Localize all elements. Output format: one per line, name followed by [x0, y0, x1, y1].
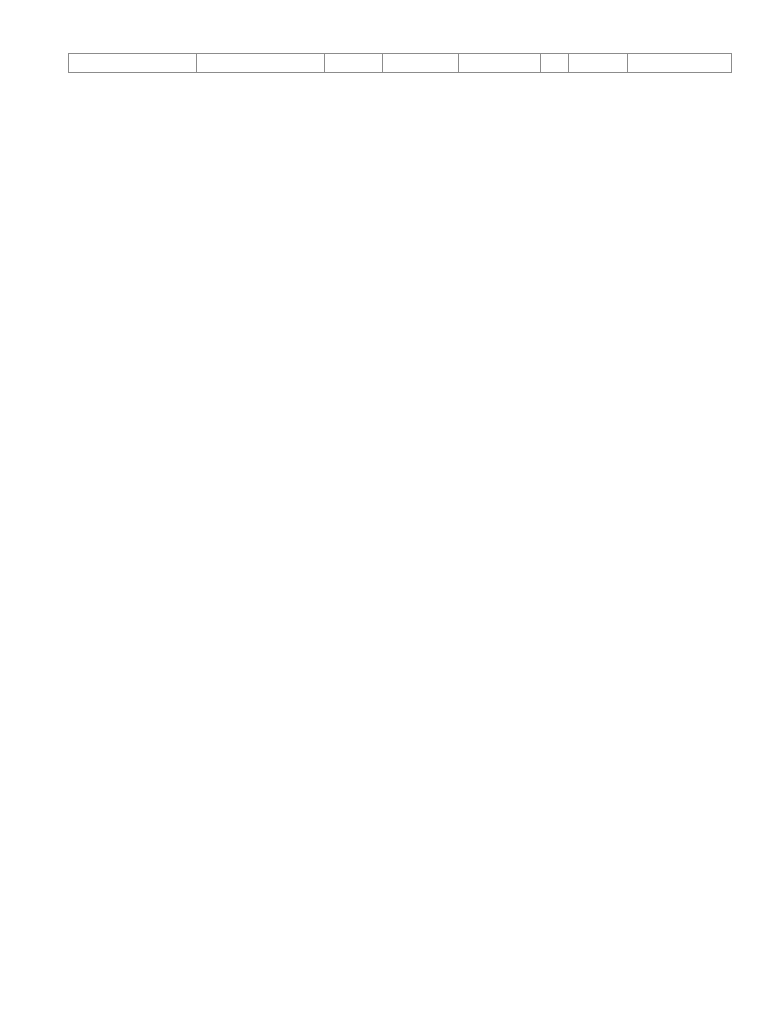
header-row [69, 54, 732, 73]
header-cell[interactable] [628, 54, 732, 73]
header-cell[interactable] [383, 54, 459, 73]
header-cell[interactable] [569, 54, 628, 73]
header-cell[interactable] [197, 54, 325, 73]
header-cell[interactable] [69, 54, 197, 73]
expenditure-table [68, 53, 732, 73]
header-cell[interactable] [459, 54, 541, 73]
table-body [69, 54, 732, 73]
header-cell[interactable] [541, 54, 569, 73]
header-cell[interactable] [325, 54, 383, 73]
